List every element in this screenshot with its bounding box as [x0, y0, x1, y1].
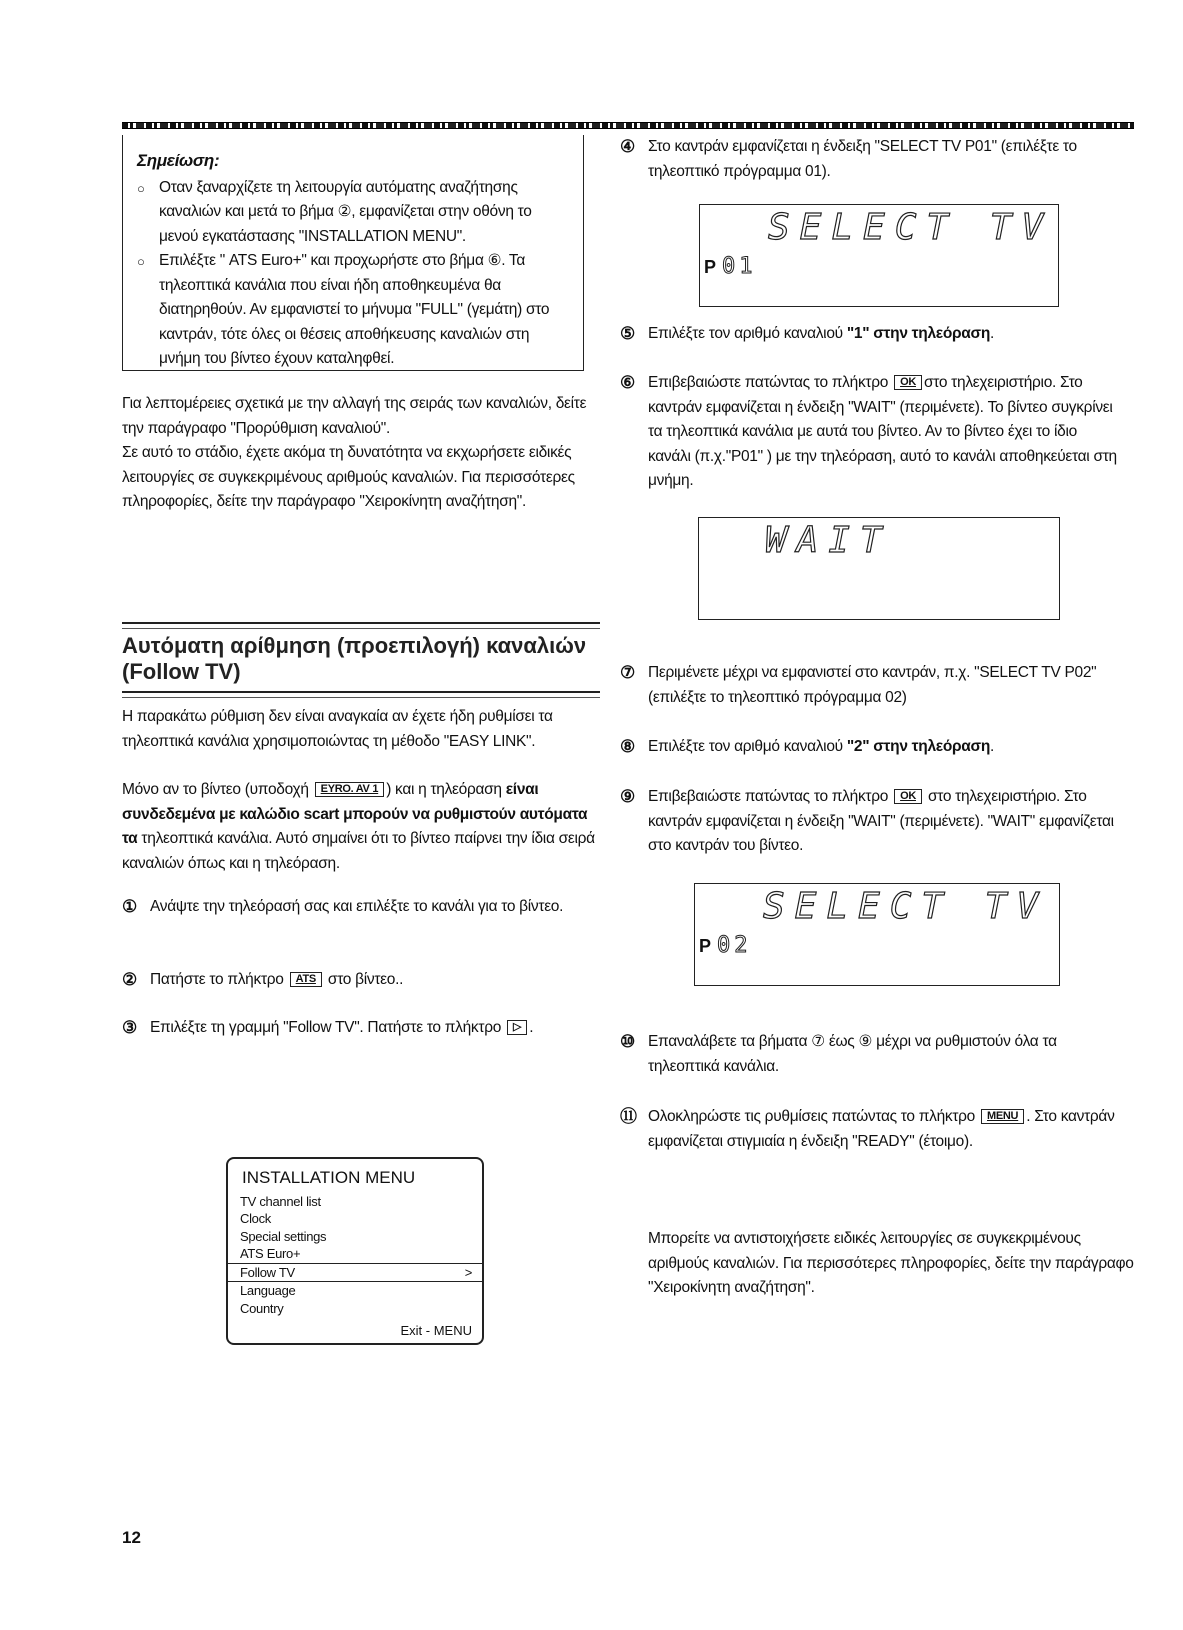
lcd-display-select-p01: SELECT TV P 01	[699, 204, 1059, 307]
menu-title: INSTALLATION MENU	[242, 1168, 416, 1187]
section-intro: Η παρακάτω ρύθμιση δεν είναι αναγκαία αν έχετε ήδη ρυθμίσει τα τηλεοπτικά κανάλια χρησιμοποιώντας τη μέθοδο "EASY LINK".	[122, 708, 553, 750]
chevron-right-icon: >	[464, 1264, 472, 1280]
divider	[122, 691, 600, 698]
step-number: ⑤	[620, 324, 635, 343]
note-bullet: ○ Επιλέξτε " ATS Euro+" και προχωρήστε στο βήμα ⑥. Τα τηλεοπτικά κανάλια που είναι ήδη αποθηκευμένα θα διατηρηθούν. Αν εμφανιστεί το μήνυμα "FULL" (γεμάτη) στο καντράν, τότε όλες οι θέσεις αποθήκευσης καναλιών στη μνήμη του βίντεο έχουν καταληφθεί.	[137, 249, 573, 372]
step-number: ⑩	[620, 1032, 635, 1051]
euro-av1-key: EYRO. AV 1	[315, 782, 385, 797]
scan-header-bar	[122, 122, 1134, 129]
note-title: Σημείωση:	[137, 151, 220, 170]
ats-key: ATS	[290, 972, 322, 987]
step-5: ⑤ Επιλέξτε τον αριθμό καναλιού "1" στην τηλεόραση.	[620, 322, 1120, 347]
menu-item-follow-tv[interactable]: Follow TV >	[228, 1263, 482, 1283]
page-number: 12	[122, 1528, 141, 1547]
step-number: ②	[122, 970, 137, 989]
menu-key: MENU	[981, 1109, 1024, 1124]
step-number: ①	[122, 897, 137, 916]
menu-item-language[interactable]: Language	[240, 1283, 296, 1298]
step-number: ⑪	[620, 1107, 637, 1126]
step-number: ③	[122, 1018, 137, 1037]
section-condition: Μόνο αν το βίντεο (υποδοχή EYRO. AV 1 ) και η τηλεόραση είναι συνδεδεμένα με καλώδιο scart μπορούν να ρυθμιστούν αυτόματα τα τηλεοπτικά κανάλια. Αυτό σημαίνει ότι το βίντεο παίρνει την ίδια σειρά καναλιών όπως και η τηλεόραση.	[122, 781, 595, 872]
divider	[122, 622, 600, 629]
step-number: ⑧	[620, 737, 635, 756]
step-8: ⑧ Επιλέξτε τον αριθμό καναλιού "2" στην τηλεόραση.	[620, 735, 1120, 760]
paragraph-special-functions: Σε αυτό το στάδιο, έχετε ακόμα τη δυνατότητα να εκχωρήσετε ειδικές λειτουργίες σε συγκεκριμένους αριθμούς καναλιών. Για περισσότερες πληροφορίες, δείτε την παράγραφο "Χειροκίνητη αναζήτηση".	[122, 444, 575, 510]
ok-key: OK	[894, 789, 922, 804]
menu-item-country[interactable]: Country	[240, 1300, 284, 1316]
step-4: ④ Στο καντράν εμφανίζεται η ένδειξη "SELECT TV P01" (επιλέξτε το τηλεοπτικό πρόγραμμα 01).	[620, 135, 1120, 184]
section-body	[122, 705, 600, 876]
note-box	[122, 135, 584, 371]
step-10: ⑩ Επαναλάβετε τα βήματα ⑦ έως ⑨ μέχρι να ρυθμιστούν όλα τα τηλεοπτικά κανάλια.	[620, 1030, 1120, 1079]
step-3: ③ Επιλέξτε τη γραμμή "Follow TV". Πατήστε το πλήκτρο ▷ .	[122, 1016, 600, 1041]
menu-item-clock[interactable]: Clock	[240, 1211, 272, 1226]
installation-menu	[226, 1157, 484, 1345]
menu-item-ats-euro[interactable]: ATS Euro+	[240, 1246, 301, 1261]
step-number: ④	[620, 137, 635, 156]
bullet-icon: ○	[137, 180, 145, 196]
ok-key: OK	[894, 375, 922, 390]
left-paragraphs	[122, 392, 600, 515]
step-number: ⑥	[620, 373, 635, 392]
step-7: ⑦ Περιμένετε μέχρι να εμφανιστεί στο καντράν, π.χ. "SELECT TV P02" (επιλέξτε το τηλεοπτικό πρόγραμμα 02)	[620, 661, 1120, 710]
paragraph-reorder: Για λεπτομέρειες σχετικά με την αλλαγή της σειράς των καναλιών, δείτε την παράγραφο "Προρύθμιση καναλιού".	[122, 395, 587, 437]
note-bullet: ○ Οταν ξαναρχίζετε τη λειτουργία αυτόματης αναζήτησης καναλιών και μετά το βήμα ②, εμφανίζεται στην οθόνη το μενού εγκατάστασης "INSTALLATION MENU".	[137, 176, 573, 250]
step-number: ⑨	[620, 787, 635, 806]
step-11: ⑪ Ολοκληρώστε τις ρυθμίσεις πατώντας το πλήκτρο MENU . Στο καντράν εμφανίζεται στιγμιαία η ένδειξη "READY" (έτοιμο).	[620, 1105, 1120, 1154]
step-1: ① Ανάψτε την τηλεόρασή σας και επιλέξτε το κανάλι για το βίντεο.	[122, 895, 600, 920]
step-6: ⑥ Επιβεβαιώστε πατώντας το πλήκτρο OK στο τηλεχειριστήριο. Στο καντράν εμφανίζεται η ένδειξη "WAIT" (περιμένετε). Το βίντεο συγκρίνει τα τηλεοπτικά κανάλια με αυτά του βίντεο. Αν το βίντεο έχει το ίδιο κανάλι (π.χ."P01" ) με την τηλεόραση, αυτό το κανάλι αποθηκεύεται στη μνήμη.	[620, 371, 1120, 494]
menu-item-special-settings[interactable]: Special settings	[240, 1228, 327, 1244]
step-9: ⑨ Επιβεβαιώστε πατώντας το πλήκτρο OK στο τηλεχειριστήριο. Στο καντράν εμφανίζεται η ένδειξη "WAIT" (περιμένετε). "WAIT" εμφανίζεται στο καντράν του βίντεο.	[620, 785, 1120, 859]
right-closing-paragraph: Μπορείτε να αντιστοιχήσετε ειδικές λειτουργίες σε συγκεκριμένους αριθμούς καναλιών. Για περισσότερες πληροφορίες, δείτε την παράγραφο "Χειροκίνητη αναζήτηση".	[648, 1230, 1134, 1296]
play-key: ▷	[507, 1020, 527, 1035]
section-title: Αυτόματη αρίθμηση (προεπιλογή) καναλιών (Follow TV)	[122, 633, 587, 684]
lcd-display-select-p02: SELECT TV P 02	[694, 883, 1060, 986]
menu-exit-hint: Exit - MENU	[400, 1322, 472, 1338]
step-2: ② Πατήστε το πλήκτρο ATS στο βίντεο..	[122, 968, 600, 993]
step-number: ⑦	[620, 663, 635, 682]
bullet-icon: ○	[137, 254, 145, 269]
section-heading	[122, 622, 600, 698]
menu-item-tv-channel-list[interactable]: TV channel list	[240, 1193, 321, 1209]
lcd-display-wait: WAIT	[698, 517, 1060, 620]
